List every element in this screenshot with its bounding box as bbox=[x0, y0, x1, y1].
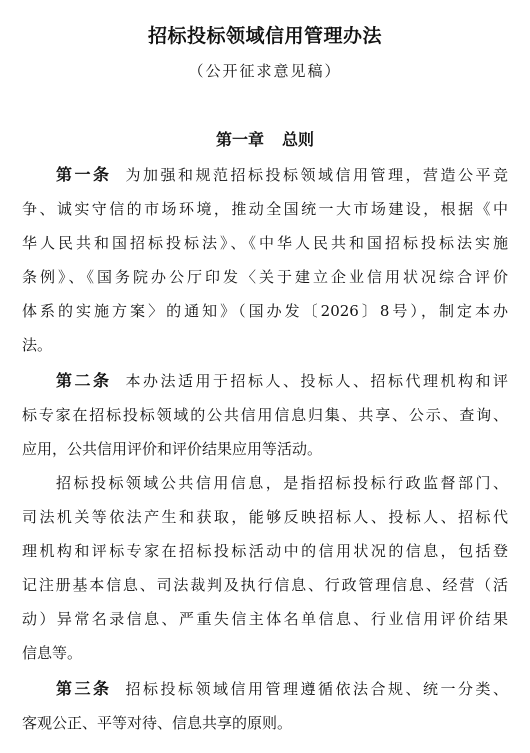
paragraph-3-line-3: 理机构和评标专家在招标投标活动中的信用状况的信息，包括登 bbox=[22, 542, 508, 560]
article-1-line-3: 华人民共和国招标投标法》、《中华人民共和国招标投标法实施 bbox=[22, 234, 508, 252]
chapter-name: 总则 bbox=[282, 130, 315, 149]
article-1-number: 第一条 bbox=[56, 165, 112, 184]
article-2-line-3: 应用，公共信用评价和评价结果应用等活动。 bbox=[22, 440, 323, 458]
article-1-text-1: 为加强和规范招标投标领域信用管理，营造公平竞 bbox=[125, 166, 508, 184]
article-3-line-1 bbox=[56, 674, 508, 704]
article-3-number: 第三条 bbox=[56, 679, 112, 698]
paragraph-3-line-1: 招标投标领域公共信用信息，是指招标投标行政监督部门、 bbox=[56, 474, 508, 492]
chapter-number: 第一章 bbox=[215, 130, 264, 149]
article-2-line-2: 标专家在招标投标领域的公共信用信息归集、共享、公示、查询、 bbox=[22, 406, 508, 424]
paragraph-3-line-4: 记注册基本信息、司法裁判及执行信息、行政管理信息、经营（活 bbox=[22, 576, 508, 594]
article-3-line-2: 客观公正、平等对待、信息共享的原则。 bbox=[22, 714, 293, 732]
article-1-line-1 bbox=[56, 160, 508, 190]
article-2-number: 第二条 bbox=[56, 371, 112, 390]
document-title: 招标投标领域信用管理办法 bbox=[147, 25, 382, 47]
article-1-line-5: 体系的实施方案〉的通知》（国办发〔2026〕8号），制定本办 bbox=[22, 302, 508, 320]
paragraph-3-line-5: 动）异常名录信息、严重失信主体名单信息、行业信用评价结果 bbox=[22, 610, 508, 628]
paragraph-3-line-2: 司法机关等依法产生和获取，能够反映招标人、投标人、招标代 bbox=[22, 508, 508, 526]
article-3-text-1: 招标投标领域信用管理遵循依法合规、统一分类、 bbox=[125, 680, 508, 698]
article-1-line-4: 条例》、《国务院办公厅印发〈关于建立企业信用状况综合评价 bbox=[22, 268, 508, 286]
article-2-text-1: 本办法适用于招标人、投标人、招标代理机构和评 bbox=[125, 372, 508, 390]
article-1-line-2: 争、诚实守信的市场环境，推动全国统一大市场建设，根据《中 bbox=[22, 200, 508, 218]
article-2-line-1 bbox=[56, 366, 508, 396]
document-subtitle: （公开征求意见稿） bbox=[188, 62, 342, 80]
chapter-heading bbox=[0, 128, 530, 152]
article-1-line-6: 法。 bbox=[22, 336, 53, 354]
paragraph-3-line-6: 信息等。 bbox=[22, 644, 83, 662]
